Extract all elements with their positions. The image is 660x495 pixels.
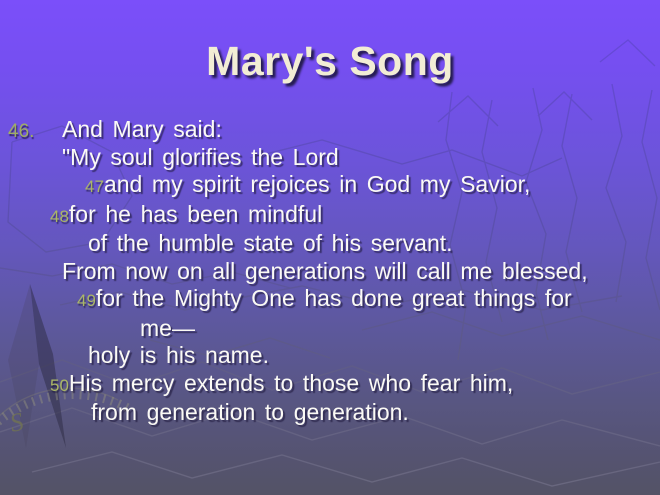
verse-text-block bbox=[0, 116, 656, 427]
verse-line bbox=[62, 258, 656, 286]
verse-line-text: from generation to generation. bbox=[91, 399, 409, 425]
verse-number: 47 bbox=[85, 177, 104, 196]
verse-line-text: me— bbox=[140, 314, 195, 341]
verse-line-text: and my spirit rejoices in God my Savior, bbox=[103, 171, 531, 197]
verse-line bbox=[91, 399, 656, 427]
verse-number: 48 bbox=[50, 206, 69, 226]
verse-line-text: for the Mighty One has done great things for bbox=[95, 285, 572, 311]
verse-line-text: From now on all generations will call me blessed, bbox=[62, 257, 588, 284]
verse-line bbox=[50, 370, 656, 400]
verse-line bbox=[140, 315, 656, 343]
verse-line-text: for he has been mindful bbox=[68, 200, 323, 227]
verse-line bbox=[62, 144, 656, 172]
slide-title: Mary's Song bbox=[206, 38, 454, 84]
verse-line-text: And Mary said: bbox=[62, 116, 222, 142]
verse-line bbox=[77, 285, 656, 315]
verse-line bbox=[88, 342, 656, 370]
verse-line-text: holy is his name. bbox=[88, 342, 269, 368]
verse-line bbox=[62, 116, 656, 144]
verse-list-marker: 46. bbox=[8, 121, 35, 142]
verse-number: 49 bbox=[77, 291, 96, 310]
verse-line-text: His mercy extends to those who fear him, bbox=[68, 369, 514, 396]
verse-line bbox=[85, 171, 656, 201]
compass-letter-s: S bbox=[7, 406, 26, 438]
verse-line-text: of the humble state of his servant. bbox=[88, 230, 453, 256]
verse-line bbox=[50, 201, 656, 231]
verse-line bbox=[88, 230, 656, 258]
verse-line-text: "My soul glorifies the Lord bbox=[62, 143, 339, 170]
verse-number: 50 bbox=[50, 375, 69, 395]
